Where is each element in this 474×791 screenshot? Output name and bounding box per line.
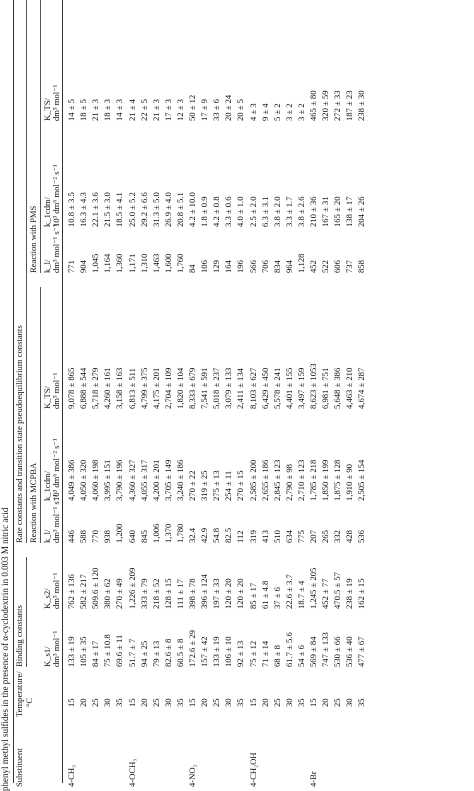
table-cell: 1,785 ± 218: [308, 459, 318, 501]
table-cell: 20 ± 5: [235, 99, 246, 121]
table-cell: 3,705 ± 149: [162, 459, 173, 501]
table-cell: 20: [199, 698, 210, 707]
table-cell: 1,360: [114, 253, 125, 273]
table-cell: 9,078 ± 865: [66, 367, 76, 409]
table-cell: 15: [308, 698, 318, 707]
table-cell: 4,463 ± 210: [344, 367, 355, 409]
table-cell: 61 ± 4.8: [259, 580, 270, 609]
table-cell: 320 ± 59: [320, 90, 331, 121]
table-cell: 509.6 ± 120: [90, 567, 101, 609]
column-header-unit: dm³ mol⁻¹: [51, 630, 61, 667]
table-cell: 771: [66, 260, 76, 273]
table-cell: 25: [332, 698, 343, 707]
table-cell: 25: [90, 698, 101, 707]
header-substituent: Substituent: [14, 748, 24, 787]
table-cell: 396 ± 124: [199, 574, 210, 609]
table-cell: 1,910 ± 90: [344, 464, 355, 501]
table-cell: 3 ± 2: [283, 103, 294, 121]
table-cell: 465 ± 80: [308, 90, 318, 121]
table-cell: 30: [283, 698, 294, 707]
table-cell: 834: [271, 260, 282, 273]
substituent-label: 4-OCH₃: [126, 758, 137, 787]
table-cell: 20: [259, 698, 270, 707]
table-cell: 42.9: [199, 527, 210, 543]
table-cell: 3,079 ± 133: [223, 367, 234, 409]
table-cell: 204 ± 26: [356, 196, 367, 227]
table-cell: 54.8: [211, 527, 222, 543]
table-cell: 2,585 ± 200: [247, 459, 258, 501]
table-cell: 120 ± 20: [223, 578, 234, 609]
table-cell: 2,505 ± 154: [356, 459, 367, 501]
table-cell: 111 ± 17: [174, 579, 185, 609]
table-cell: 8,333 ± 679: [187, 367, 197, 409]
table-cell: 238 ± 19: [344, 578, 355, 609]
table-cell: 30: [223, 698, 234, 707]
table-cell: 3,995 ± 151: [102, 459, 113, 501]
column-header-unit: 10³ dm⁶ mol⁻² s⁻¹: [51, 438, 61, 501]
table-cell: 8,103 ± 627: [247, 367, 258, 409]
header-pms: Reaction with PMS: [28, 205, 38, 273]
table-cell: 20 ± 24: [223, 94, 234, 121]
table-cell: 254 ± 11: [223, 470, 234, 501]
table-caption: phenyl methyl sulfides in the presence of α-cyclodextrin in 0.003 M nitric acid: [0, 507, 10, 791]
table-cell: 747 ± 133: [320, 632, 331, 667]
table-cell: 634: [283, 530, 294, 543]
table-cell: 477 ± 67: [356, 636, 367, 667]
header-bottom-rule: [62, 0, 63, 783]
mcpba-rule: [40, 287, 41, 543]
table-cell: 904: [78, 260, 89, 273]
table-cell: 82.5: [223, 527, 234, 543]
table-cell: 606: [332, 260, 343, 273]
table-cell: 14 ± 5: [66, 99, 76, 121]
table-cell: 536: [356, 530, 367, 543]
table-cell: 15: [187, 698, 197, 707]
table-cell: 172.6 ± 29: [187, 630, 197, 667]
table-cell: 3.8 ± 2.6: [295, 196, 306, 227]
table-cell: 187 ± 23: [344, 90, 355, 121]
table-cell: 7,541 ± 591: [199, 367, 210, 409]
column-header-unit: dm³ mol⁻¹ s⁻¹: [51, 224, 61, 273]
table-cell: 3,240 ± 186: [174, 459, 185, 501]
table-cell: 413: [259, 530, 270, 543]
table-cell: 1,760: [174, 253, 185, 273]
table-cell: 133 ± 19: [211, 636, 222, 667]
column-header-unit: dm³ mol⁻¹: [51, 372, 61, 409]
table-cell: 332: [332, 530, 343, 543]
table-cell: 32.4: [187, 527, 197, 543]
table-cell: 51.7 ± 7: [126, 638, 137, 667]
table-cell: 1,600: [162, 253, 173, 273]
table-cell: 706: [259, 260, 270, 273]
table-cell: 272 ± 33: [332, 90, 343, 121]
table-cell: 964: [283, 260, 294, 273]
table-cell: 22.6 ± 3.7: [283, 574, 294, 609]
table-cell: 29.2 ± 6.6: [138, 192, 149, 227]
table-cell: 8,623 ± 1053: [308, 363, 318, 409]
table-cell: 18.7 ± 4: [295, 580, 306, 609]
table-cell: 5,648 ± 386: [332, 367, 343, 409]
table-cell: 2,790 ± 98: [283, 464, 294, 501]
table-cell: 22 ± 5: [138, 99, 149, 121]
table-cell: 106 ± 10: [223, 636, 234, 667]
column-header: k_1cdm/: [42, 470, 52, 501]
column-header-unit: 10³ dm⁶ mol⁻² s⁻¹: [51, 164, 61, 227]
table-cell: 1,310: [138, 253, 149, 273]
column-header-unit: dm³ mol⁻¹: [51, 572, 61, 609]
table-cell: 470.5 ± 57: [332, 572, 343, 609]
table-cell: 164: [223, 260, 234, 273]
table-cell: 522: [320, 260, 331, 273]
table-cell: 566: [247, 260, 258, 273]
table-cell: 4,175 ± 201: [150, 367, 161, 409]
table-cell: 196: [235, 260, 246, 273]
table-cell: 938: [102, 530, 113, 543]
table-cell: 4 ± 3: [247, 103, 258, 121]
table-cell: 210 ± 36: [308, 196, 318, 227]
column-header-unit: dm³ mol⁻¹: [51, 84, 61, 121]
table-cell: 452: [308, 260, 318, 273]
table-cell: 452 ± 77: [320, 578, 331, 609]
column-header-unit: dm³ mol⁻¹ s⁻¹: [51, 494, 61, 543]
table-cell: 133 ± 19: [66, 636, 76, 667]
table-cell: 20.8 ± 5.1: [174, 192, 185, 227]
table-cell: 20: [138, 698, 149, 707]
table-cell: 270 ± 22: [187, 470, 197, 501]
header-binding-constants: Binding constants: [14, 605, 24, 667]
table-cell: 21 ± 4: [126, 99, 137, 121]
table-cell: 18 ± 5: [78, 99, 89, 121]
table-cell: 84: [187, 264, 197, 273]
table-cell: 20: [320, 698, 331, 707]
table-cell: 26.9 ± 4.0: [162, 192, 173, 227]
table-cell: 5,018 ± 237: [211, 367, 222, 409]
table-cell: 428: [344, 530, 355, 543]
substituent-label: 4-Br: [308, 771, 318, 787]
table-cell: 106: [199, 260, 210, 273]
table-cell: 69.6 ± 11: [114, 634, 125, 667]
table-cell: 16.3 ± 4.3: [78, 192, 89, 227]
table-cell: 737: [344, 260, 355, 273]
header-temperature: Temperature/: [14, 671, 24, 717]
table-cell: 138 ± 17: [344, 196, 355, 227]
table-cell: 762 ± 136: [66, 574, 76, 609]
table-cell: 1,820 ± 104: [174, 367, 185, 409]
table-cell: 5 ± 2: [271, 103, 282, 121]
column-header: k_l/: [42, 259, 52, 273]
table-cell: 510: [271, 530, 282, 543]
table-cell: 112: [235, 530, 246, 543]
table-cell: 35: [114, 698, 125, 707]
table-cell: 33 ± 6: [211, 99, 222, 121]
table-cell: 4,049 ± 386: [66, 459, 76, 501]
table-cell: 6.3 ± 3.1: [259, 196, 270, 227]
table-cell: 20: [78, 698, 89, 707]
table-cell: 3 ± 2: [295, 103, 306, 121]
table-cell: 30: [162, 698, 173, 707]
table-cell: 319: [247, 530, 258, 543]
table-cell: 270 ± 15: [235, 470, 246, 501]
table-cell: 25.0 ± 5.2: [126, 192, 137, 227]
table-cell: 165 ± 20: [332, 196, 343, 227]
table-cell: 4.2 ± 10.0: [187, 192, 197, 227]
table-cell: 120 ± 20: [235, 578, 246, 609]
table-cell: 162 ± 15: [356, 578, 367, 609]
table-cell: 1,171: [126, 253, 137, 273]
table-cell: 75 ± 10.8: [102, 634, 113, 667]
table-cell: 4.0 ± 1.0: [235, 196, 246, 227]
table-cell: 1,850 ± 199: [320, 459, 331, 501]
table-cell: 536 ± 40: [344, 636, 355, 667]
table-cell: 71 ± 14: [259, 640, 270, 667]
table-cell: 1,045: [90, 253, 101, 273]
table-cell: 30: [102, 698, 113, 707]
table-cell: 129: [211, 260, 222, 273]
table-cell: 35: [174, 698, 185, 707]
header-mcpba: Reaction with MCPBA: [28, 462, 38, 543]
table-cell: 2,655 ± 186: [259, 459, 270, 501]
table-cell: 12 ± 3: [174, 99, 185, 121]
table-cell: 1,200: [114, 523, 125, 543]
table-cell: 68 ± 8: [271, 645, 282, 667]
table-cell: 5,718 ± 279: [90, 367, 101, 409]
header-rate-constants: Rate constants and transition state pseudoequilibrium constants: [14, 325, 24, 543]
column-header: K_s2/: [42, 588, 52, 609]
table-cell: 50 ± 12: [187, 94, 197, 121]
table-cell: 4,360 ± 327: [126, 459, 137, 501]
table-cell: 770: [90, 530, 101, 543]
table-cell: 588: [78, 530, 89, 543]
table-cell: 1,463: [150, 253, 161, 273]
table-cell: 6,813 ± 511: [126, 368, 137, 409]
table-cell: 4,200 ± 201: [150, 459, 161, 501]
column-header: k_1cdm/: [42, 196, 52, 227]
table-cell: 265: [320, 530, 331, 543]
table-cell: 75 ± 12: [247, 640, 258, 667]
table-cell: 3,790 ± 196: [114, 459, 125, 501]
rate-rule: [26, 0, 27, 543]
table-cell: 4,401 ± 155: [283, 367, 294, 409]
table-cell: 333 ± 79: [138, 578, 149, 609]
table-cell: 569 ± 84: [308, 636, 318, 667]
table-cell: 270 ± 49: [114, 578, 125, 609]
table-cell: 4,055 ± 317: [138, 459, 149, 501]
column-header: K_s1/: [42, 646, 52, 667]
column-header: K_TS/: [42, 98, 52, 121]
table-cell: 4,260 ± 161: [102, 367, 113, 409]
table-cell: 15: [66, 698, 76, 707]
table-cell: 31.3 ± 5.0: [150, 192, 161, 227]
table-cell: 4,060 ± 198: [90, 459, 101, 501]
table-cell: 1,370: [162, 523, 173, 543]
table-cell: 319 ± 25: [199, 470, 210, 501]
table-cell: 167 ± 31: [320, 196, 331, 227]
table-cell: 92 ± 13: [235, 640, 246, 667]
table-cell: 15: [126, 698, 137, 707]
table-cell: 1,875 ± 128: [332, 459, 343, 501]
table-cell: 398 ± 78: [187, 578, 197, 609]
table-cell: 9 ± 4: [259, 103, 270, 121]
table-cell: 858: [356, 260, 367, 273]
table-cell: 18 ± 3: [102, 99, 113, 121]
table-cell: 380 ± 62: [102, 578, 113, 609]
substituent-label: 4-CH₃: [66, 764, 76, 787]
column-header: K_TS/: [42, 386, 52, 409]
table-cell: 582 ± 217: [78, 574, 89, 609]
table-cell: 3.8 ± 2.0: [271, 196, 282, 227]
table-cell: 446: [66, 530, 76, 543]
table-cell: 530 ± 66: [332, 636, 343, 667]
table-cell: 35: [235, 698, 246, 707]
header-temperature-unit: °C: [24, 697, 34, 707]
table-cell: 218 ± 52: [150, 578, 161, 609]
table-cell: 3.3 ± 1.7: [283, 196, 294, 227]
table-cell: 25: [150, 698, 161, 707]
table-cell: 238 ± 30: [356, 90, 367, 121]
table-cell: 105 ± 35: [78, 636, 89, 667]
table-cell: 1,226 ± 209: [126, 567, 137, 609]
table-cell: 21 ± 3: [90, 99, 101, 121]
table-cell: 94 ± 25: [138, 640, 149, 667]
table-cell: 60.5 ± 8: [174, 638, 185, 667]
table-cell: 2,845 ± 123: [271, 459, 282, 501]
substituent-label: 4-CH₂OH: [247, 752, 258, 787]
table-cell: 30: [344, 698, 355, 707]
table-cell: 18.5 ± 4.1: [114, 192, 125, 227]
table-cell: 17 ± 3: [162, 99, 173, 121]
table-cell: 4.2 ± 0.8: [211, 196, 222, 227]
table-cell: 2,411 ± 134: [235, 368, 246, 409]
table-cell: 15: [247, 698, 258, 707]
table-cell: 35: [295, 698, 306, 707]
table-cell: 17 ± 9: [199, 99, 210, 121]
table-cell: 4,799 ± 375: [138, 367, 149, 409]
table-cell: 1,164: [102, 253, 113, 273]
table-cell: 1,006: [150, 523, 161, 543]
substituent-label: 4-NO₂: [187, 764, 197, 787]
binding-rule: [26, 557, 27, 667]
table-cell: 21 ± 3: [150, 99, 161, 121]
table-cell: 775: [295, 530, 306, 543]
table-cell: 4,050 ± 320: [78, 459, 89, 501]
table-cell: 22.1 ± 3.6: [90, 192, 101, 227]
table-cell: 640: [126, 530, 137, 543]
table-cell: 1.8 ± 0.9: [199, 196, 210, 227]
table-cell: 6,429 ± 450: [259, 367, 270, 409]
table-cell: 82.6 ± 8: [162, 638, 173, 667]
table-cell: 10.8 ± 3.5: [66, 192, 76, 227]
table-cell: 14 ± 3: [114, 99, 125, 121]
table-cell: 207: [308, 530, 318, 543]
table-cell: 35: [356, 698, 367, 707]
table-cell: 54 ± 6: [295, 645, 306, 667]
table-cell: 275 ± 13: [211, 470, 222, 501]
pms-rule: [40, 0, 41, 273]
table-cell: 3,158 ± 163: [114, 367, 125, 409]
table-cell: 25: [211, 698, 222, 707]
table-cell: 5,578 ± 241: [271, 367, 282, 409]
table-cell: 6,888 ± 544: [78, 367, 89, 409]
table-cell: 25: [271, 698, 282, 707]
table-cell: 84 ± 17: [90, 640, 101, 667]
table-cell: 128 ± 15: [162, 578, 173, 609]
table-cell: 1,245 ± 205: [308, 567, 318, 609]
table-cell: 6,981 ± 751: [320, 367, 331, 409]
table-cell: 845: [138, 530, 149, 543]
table-cell: 79 ± 13: [150, 640, 161, 667]
table-cell: 3.3 ± 0.6: [223, 196, 234, 227]
table-cell: 1,780: [174, 523, 185, 543]
table-cell: 37 ± 6: [271, 587, 282, 609]
table-cell: 2.5 ± 2.0: [247, 196, 258, 227]
table-cell: 1,128: [295, 253, 306, 273]
table-cell: 61.7 ± 5.6: [283, 632, 294, 667]
column-header: k_l/: [42, 529, 52, 543]
table-cell: 3,497 ± 159: [295, 367, 306, 409]
table-cell: 157 ± 42: [199, 636, 210, 667]
table-cell: 21.5 ± 3.0: [102, 192, 113, 227]
table-cell: 2,710 ± 123: [295, 459, 306, 501]
table-cell: 4,674 ± 287: [356, 367, 367, 409]
table-cell: 2,704 ± 109: [162, 367, 173, 409]
table-cell: 85 ± 17: [247, 582, 258, 609]
table-cell: 197 ± 33: [211, 578, 222, 609]
